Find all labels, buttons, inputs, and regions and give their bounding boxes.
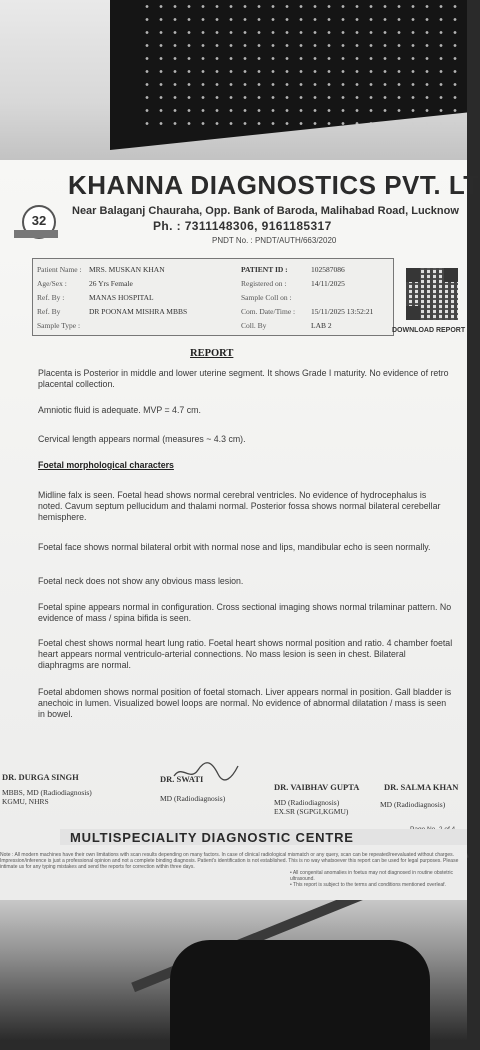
cervical-paragraph: Cervical length appears normal (measures ~ 4.3 cm). (38, 434, 246, 444)
patient-name-row: Patient Name : MRS. MUSKAN KHAN (37, 265, 165, 274)
lab-title: KHANNA DIAGNOSTICS PVT. LT (68, 170, 480, 200)
foetal-neck-paragraph: Foetal neck does not show any obvious mass lesion. (38, 576, 244, 586)
lab-address: Near Balaganj Chauraha, Opp. Bank of Baroda, Malihabad Road, Lucknow (72, 205, 459, 217)
signature-salma-khan: DR. SALMA KHAN MD (Radiodiagnosis) (380, 782, 459, 809)
patient-id-row: PATIENT ID : 102587086 (241, 265, 345, 274)
disclaimer-text: Note : All modern machines have their own limitations with scan results depending on many factors. In case of clinical radiological mismatch or any query, scan can be repeated/reevaluated without charges. Impression/inference is just a professional opinion and not a complete binding diagnosis. Patient's identification is not established. This is no way whatsoever this report can be used for legal purposes. Please intimate us for any typing mistakes and send the reports for correction within three days. • All congenital anomalies in foetus may not diagnosed in routine obstetric ultrasound. • This report is subject to the terms and conditions mentioned overleaf. (0, 852, 459, 888)
signature-durga-singh: DR. DURGA SINGH MBBS, MD (Radiodiagnosis) KGMU, NHRS (2, 772, 92, 806)
download-report-link[interactable]: DOWNLOAD REPORT (392, 327, 466, 334)
signature-swati: DR. SWATI MD (Radiodiagnosis) (160, 774, 225, 803)
sample-coll-row: Sample Coll on : (241, 293, 292, 302)
background-dotted-fabric (140, 0, 467, 135)
registered-row: Registered on : 14/11/2025 (241, 279, 345, 288)
report-title: REPORT (190, 348, 234, 359)
coll-by-row: Coll. By LAB 2 (241, 321, 332, 330)
placenta-paragraph: Placenta is Posterior in middle and lower uterine segment. It shows Grade I maturity. No evidence of retro placental collection. (38, 368, 449, 389)
foetal-head-paragraph: Midline falx is seen. Foetal head shows normal cerebral ventricles. No evidence of hydrocephalus is noted. Cavum septum pellucidum and thalami normal. Posterior fossa shows normal bilateral cerebellar hemisphere. (38, 490, 441, 522)
foetal-chest-paragraph: Foetal chest shows normal heart lung ratio. Foetal heart shows normal position and ratio. 4 chamber foetal heart appears normal ventriculo-arterial connections. No mass lesion is seen in chest. Bilateral diaphragms are normal. (38, 638, 453, 670)
foetal-face-paragraph: Foetal face shows normal bilateral orbit with normal nose and lips, mandibular echo is seen normally. (38, 542, 431, 552)
foetal-spine-paragraph: Foetal spine appears normal in configuration. Cross sectional imaging shows normal trilaminar pattern. No evidence of mass / spina bifida is seen. (38, 602, 452, 623)
pndt-number: PNDT No. : PNDT/AUTH/663/2020 (212, 236, 337, 245)
background-chair (170, 940, 430, 1050)
handwritten-signature-icon (172, 760, 242, 782)
footer-title: MULTISPECIALITY DIAGNOSTIC CENTRE (70, 830, 354, 845)
lab-phone: Ph. : 7311148306, 9161185317 (153, 219, 332, 233)
patient-info-box (32, 258, 394, 336)
section-heading: Foetal morphological characters (38, 460, 174, 470)
age-sex-row: Age/Sex : 26 Yrs Female (37, 279, 133, 288)
com-date-row: Com. Date/Time : 15/11/2025 13:52:21 (241, 307, 374, 316)
report-paper (0, 160, 480, 900)
qr-code-icon[interactable] (406, 268, 458, 320)
ref-by-doctor-row: Ref. By DR POONAM MISHRA MBBS (37, 307, 188, 316)
signature-vaibhav-gupta: DR. VAIBHAV GUPTA MD (Radiodiagnosis) EX.SR (SGPGI,KGMU) (274, 782, 360, 816)
sample-type-row: Sample Type : (37, 321, 81, 330)
badge-ribbon (14, 230, 58, 238)
foetal-abdomen-paragraph: Foetal abdomen shows normal position of foetal stomach. Liver appears normal in position. Gall bladder is anechoic in lumen. Visualized bowel loops are normal. No evidence of abnormal dilatation / mass is seen in bowel. (38, 687, 452, 719)
amniotic-paragraph: Amniotic fluid is adequate. MVP = 4.7 cm. (38, 405, 201, 415)
years-badge-icon: 32 (22, 205, 56, 239)
ref-by-row: Ref. By : MANAS HOSPITAL (37, 293, 154, 302)
